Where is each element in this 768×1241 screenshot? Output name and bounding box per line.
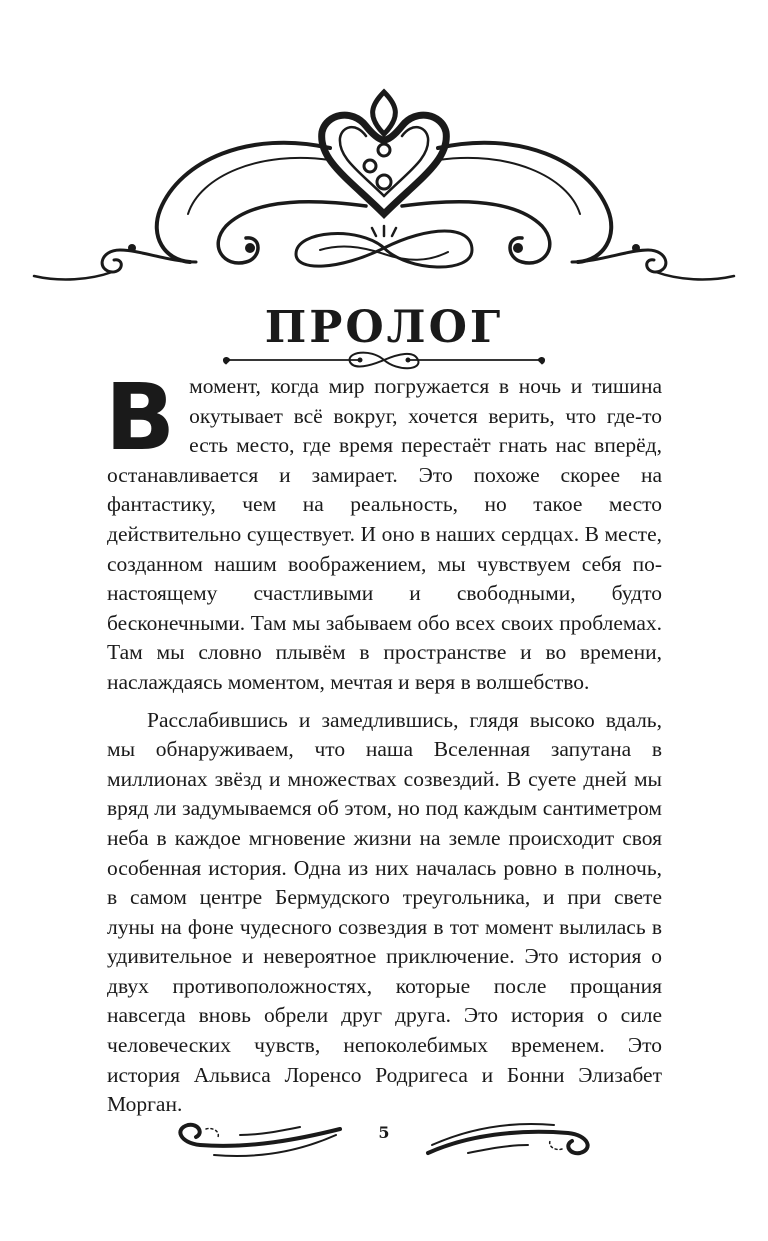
page-number: 5 [378, 1123, 390, 1142]
paragraph-1 [105, 364, 662, 698]
paragraph-1-text: момент, когда мир погружается в ночь и тишина окутывает всё вокруг, хочется верить, что где-то есть место, где время перестаёт гнать нас вперёд, останавливается и замирает. Это похоже скорее на фантастику, чем на реальность, но такое место действительно существует. И оно в наших сердцах. В месте, созданном нашим воображением, мы чувствуем себя по-настоящему счастливыми и свободными, будто бесконечными. Там мы забываем обо всех своих проблемах. Там мы словно плывём в пространстве и во времени, наслаждаясь моментом, мечтая и веря в волшебство. [107, 374, 662, 694]
ornamental-divider-icon [220, 346, 548, 372]
paragraph-2: Расслабившись и замедлившись, глядя высоко вдаль, мы обнаруживаем, что наша Вселенная запутана в миллионах звёзд и множествах созвездий. В суете дней мы вряд ли задумываемся об этом, но под каждым сантиметром неба в каждое мгновение жизни на земле происходит своя особенная история. Одна из них началась ровно в полночь, в самом центре Бермудского треугольника, и при свете луны на фоне чудесного созвездия в тот момент вылилась в удивительное и невероятное приключение. Это история о двух противоположностях, которые после прощания навсегда вновь обрели друг друга. Это история о силе человеческих чувств, непоколебимых временем. Это история Альвиса Лоренсо Родригеса и Бонни Элизабет Морган. [107, 707, 662, 1117]
chapter-title: ПРОЛОГ [264, 302, 504, 353]
drop-cap: В [105, 364, 176, 471]
chapter-text [105, 364, 662, 1120]
ornamental-scroll-heart-icon [0, 0, 768, 300]
